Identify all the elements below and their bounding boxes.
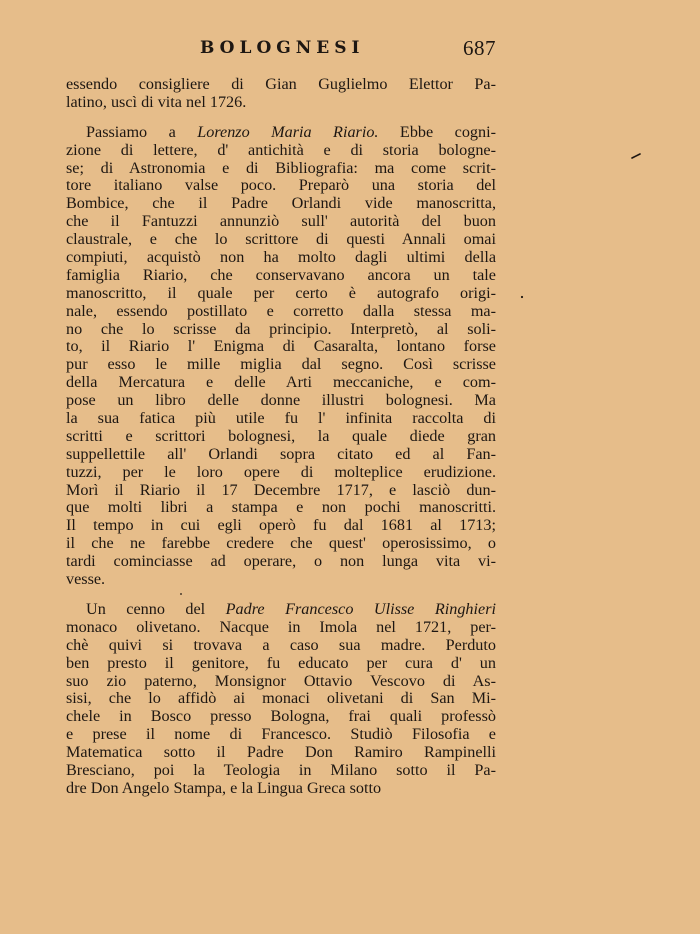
text-line: sisi, che lo affidò ai monaci olivetani di San Mi-: [66, 689, 496, 708]
text-line: zione di lettere, d' antichità e di storia bologne-: [66, 140, 496, 159]
page-number: 687: [463, 36, 496, 60]
text-line: latino, uscì di vita nel 1726.: [66, 92, 247, 111]
text-line: Un cenno del Padre Francesco Ulisse Ringhieri: [86, 599, 496, 618]
text-line: pose un libro delle donne illustri bolognesi. Ma: [66, 391, 496, 410]
text-line: se; di Astronomia e di Bibliografia: ma come scrit-: [66, 158, 496, 177]
text-line: Matematica sotto il Padre Don Ramiro Rampinelli: [66, 743, 496, 762]
paragraph-1: [66, 76, 496, 112]
text-line: Bresciano, poi la Teologia in Milano sotto il Pa-: [66, 760, 496, 779]
text-line: Bombice, che il Padre Orlandi vide manoscritta,: [66, 194, 496, 213]
paragraph-2: [66, 124, 496, 589]
italic-name: Lorenzo Maria Riario.: [197, 122, 379, 141]
text-line: suppellettile all' Orlandi sopra citato ed al Fan-: [66, 444, 496, 463]
text-line: nale, essendo postillato e corretto dalla stessa ma-: [66, 301, 496, 320]
text-line: il che ne farebbe credere che quest' operosissimo, o: [66, 534, 496, 553]
text-line: Passiamo a Lorenzo Maria Riario. Ebbe cogni-: [86, 122, 496, 141]
text-line: che il Fantuzzi annunziò sull' autorità del buon: [66, 212, 496, 231]
paragraph-3: [66, 601, 496, 798]
text-line: manoscritto, il quale per certo è autografo origi-: [66, 283, 496, 302]
text-line: monaco olivetano. Nacque in Imola nel 1721, per-: [66, 617, 496, 636]
text-line: della Mercatura e delle Arti meccaniche, e com-: [66, 373, 496, 392]
text-line: e prese il nome di Francesco. Studiò Filosofia e: [66, 725, 496, 744]
text-line: famiglia Riario, che conservavano ancora un tale: [66, 265, 496, 284]
text-line: Morì il Riario il 17 Decembre 1717, e lasciò dun-: [66, 480, 496, 499]
text-line: to, il Riario l' Enigma di Casaralta, lontano forse: [66, 337, 496, 356]
text-line: que molti libri a stampa e non pochi manoscritti.: [66, 498, 496, 517]
body-text: [66, 76, 496, 798]
text-line: scritti e scrittori bolognesi, la quale diede gran: [66, 426, 496, 445]
text-line: tardi cominciasse ad operare, o non lunga vita vi-: [66, 552, 496, 571]
text-line: tore italiano valse poco. Preparò una storia del: [66, 176, 496, 195]
text-line: chè quivi si trovava a caso sua madre. Perduto: [66, 635, 496, 654]
text-line: ben presto il genitore, fu educato per cura d' un: [66, 653, 496, 672]
text-line: compiuti, acquistò non ha molto dagli ultimi della: [66, 248, 496, 267]
text-line: Il tempo in cui egli operò fu dal 1681 al 1713;: [66, 516, 496, 535]
text-line: la sua fatica più utile fu l' infinita raccolta di: [66, 409, 496, 428]
text-line: tuzzi, per le loro opere di molteplice erudizione.: [66, 462, 496, 481]
text-line: vesse.: [66, 570, 106, 589]
text-line: suo zio paterno, Monsignor Ottavio Vescovo di As-: [66, 671, 496, 690]
text-line: essendo consigliere di Gian Guglielmo Elettor Pa-: [66, 75, 496, 93]
text-line: pur esso le mille miglia dal segno. Così scrisse: [66, 355, 496, 374]
text-line: chele in Bosco presso Bologna, frai quali professò: [66, 707, 496, 726]
running-title: BOLOGNESI: [200, 38, 365, 58]
italic-name: Padre Francesco Ulisse Ringhieri: [225, 599, 496, 618]
text-line: dre Don Angelo Stampa, e la Lingua Greca sotto: [66, 778, 382, 797]
text-line: no che lo scrisse da principio. Interpretò, al soli-: [66, 319, 496, 338]
text-line: claustrale, e che lo scrittore di questi Annali omai: [66, 230, 496, 249]
running-head: [200, 36, 500, 64]
